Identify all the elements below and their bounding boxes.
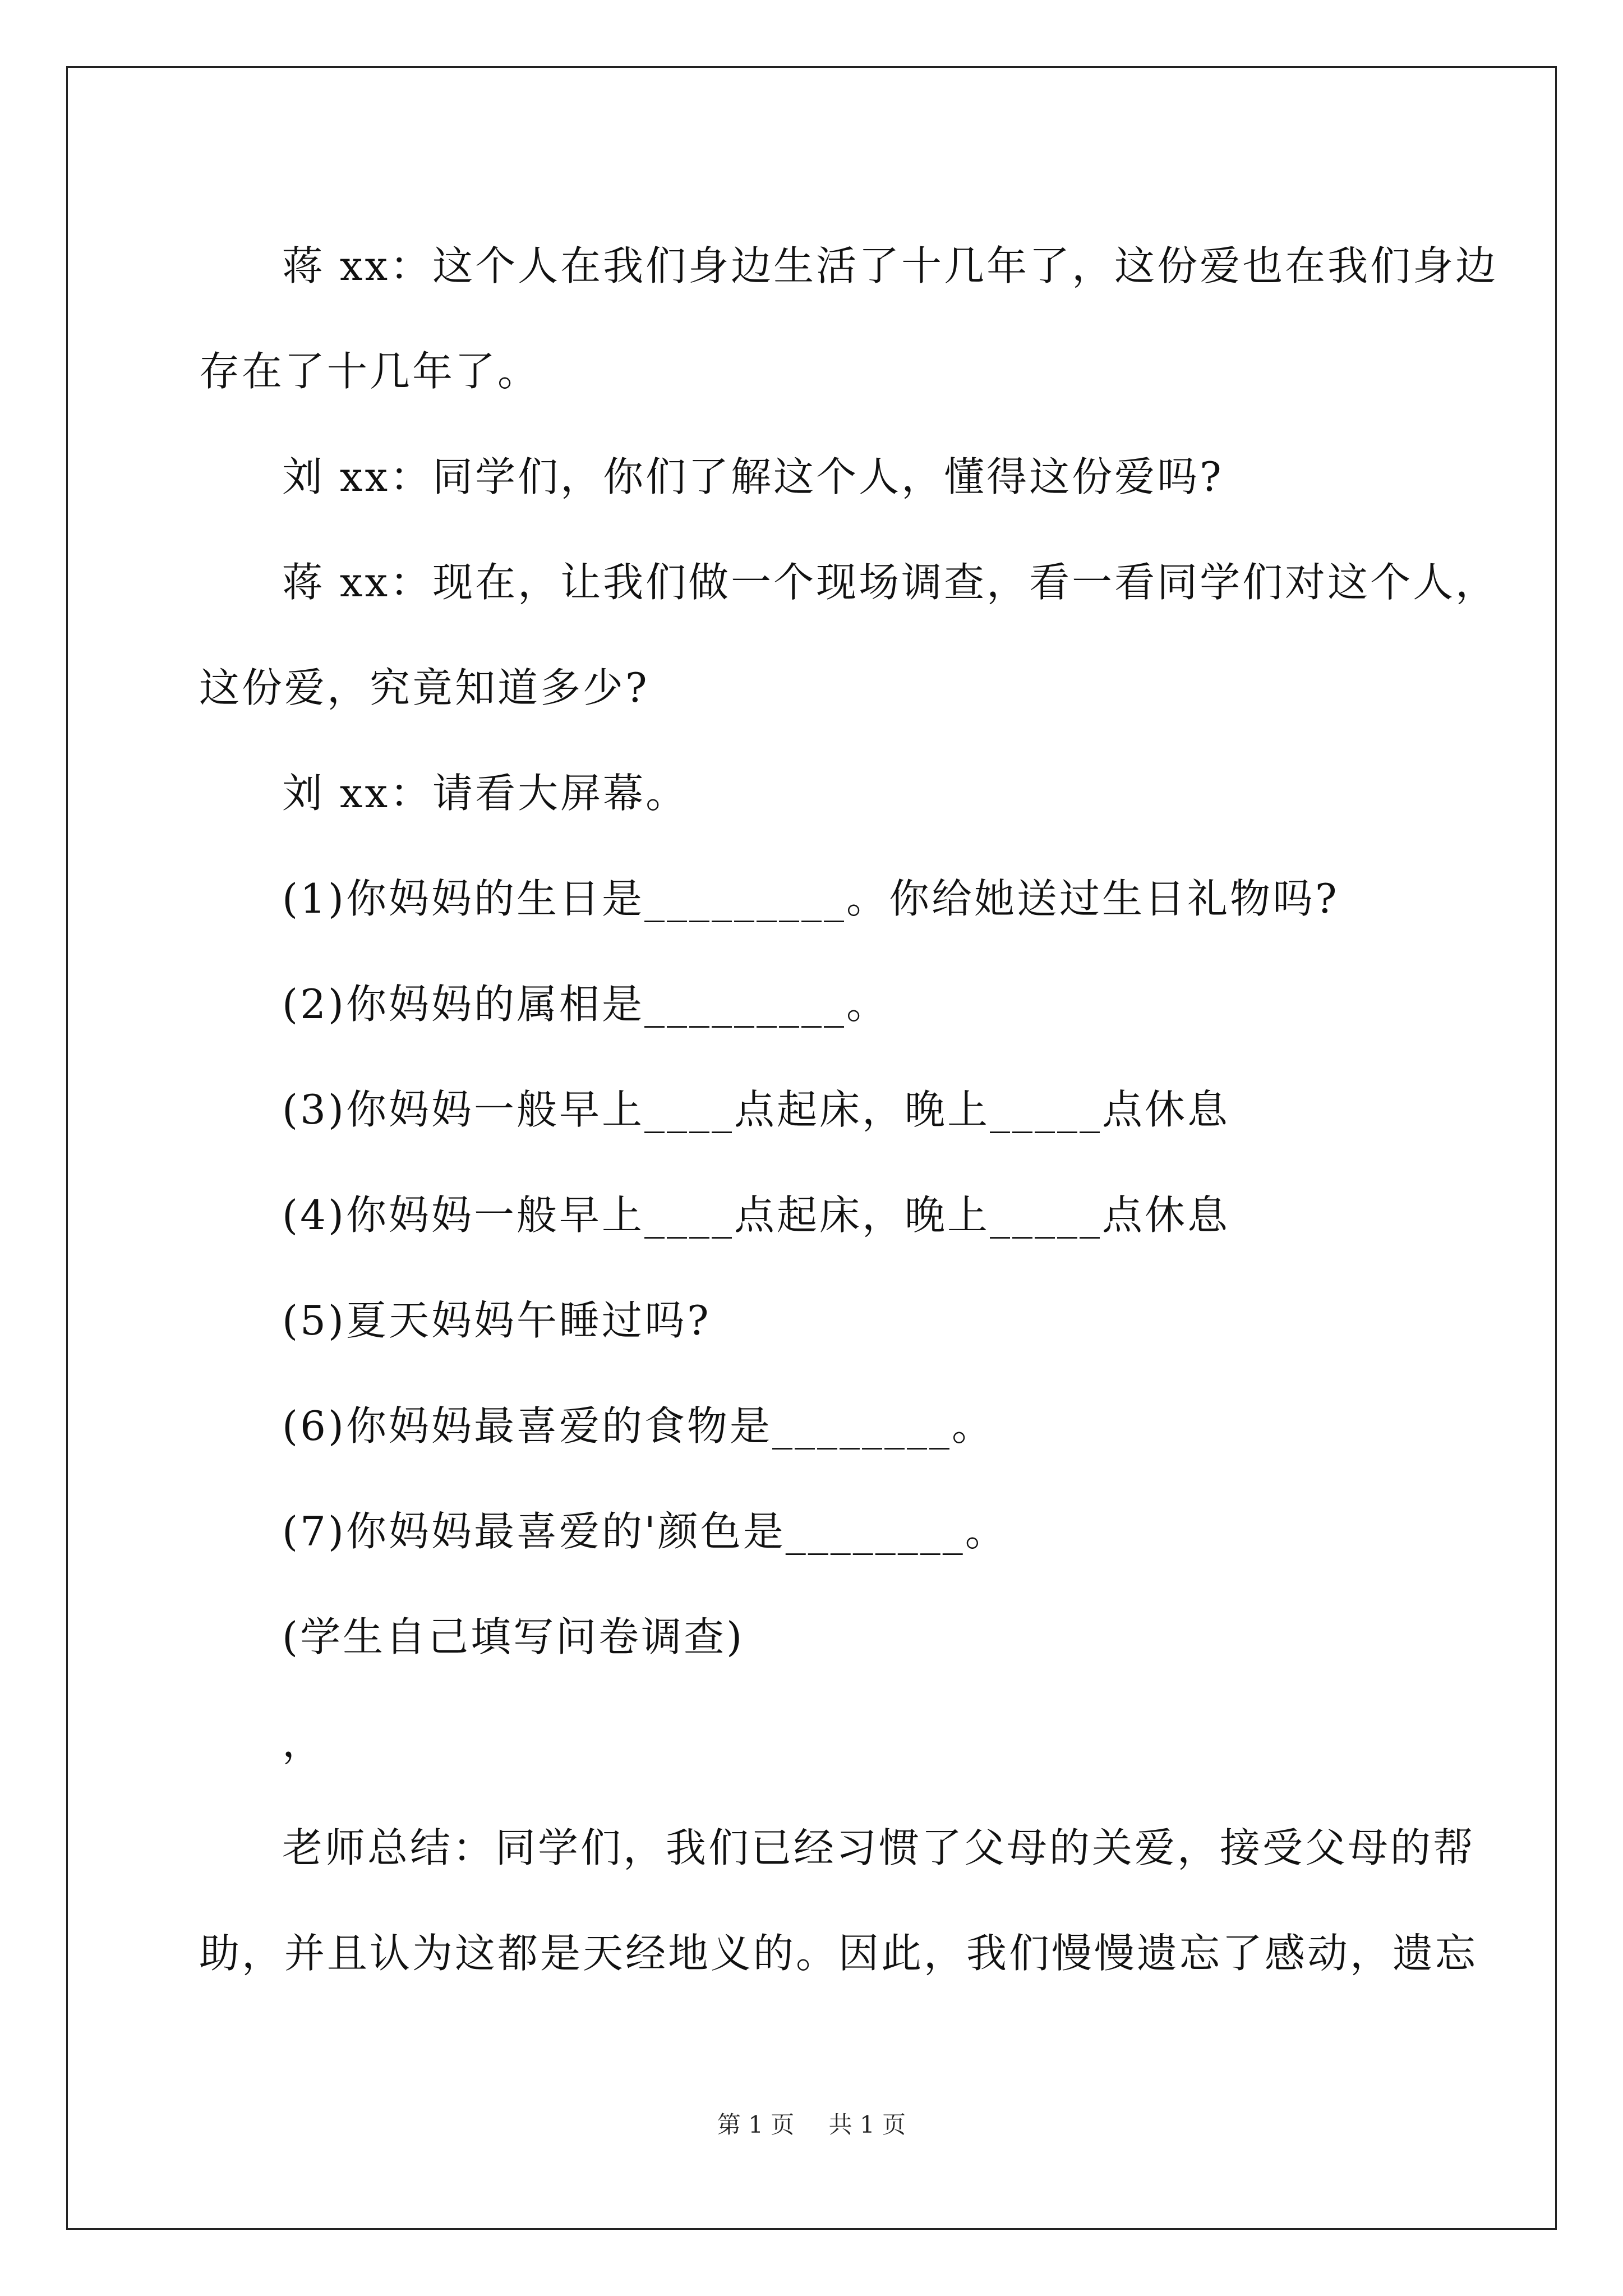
survey-question-2: (2)你妈妈的属相是_________。	[282, 981, 889, 1028]
paragraph-line: (学生自己填写问卷调查)	[282, 1613, 745, 1660]
paragraph-line: 刘 xx：同学们，你们了解这个人，懂得这份爱吗?	[282, 453, 1224, 500]
survey-question-5: (5)夏天妈妈午睡过吗?	[282, 1297, 711, 1344]
survey-question-3: (3)你妈妈一般早上____点起床，晚上_____点休息	[282, 1086, 1230, 1133]
paragraph-line: 蒋 xx：现在，让我们做一个现场调查，看一看同学们对这个人，	[282, 559, 1498, 606]
paragraph-line: 老师总结：同学们，我们已经习惯了父母的关爱，接受父母的帮	[282, 1824, 1476, 1871]
paragraph-line: 这份爱，究竟知道多少?	[199, 664, 649, 711]
paragraph-line: 存在了十几年了。	[199, 348, 541, 395]
page-total: 共 1 页	[828, 2111, 906, 2138]
survey-question-6: (6)你妈妈最喜爱的食物是________。	[282, 1402, 994, 1450]
paragraph-line: ，	[282, 1719, 325, 1766]
paragraph-line: 助，并且认为这都是天经地义的。因此，我们慢慢遗忘了感动，遗忘	[199, 1930, 1478, 1977]
survey-question-1: (1)你妈妈的生日是_________。你给她送过生日礼物吗?	[282, 875, 1339, 922]
page-number: 第 1 页	[717, 2111, 795, 2138]
page-footer	[0, 2106, 1623, 2140]
paragraph-line: 蒋 xx：这个人在我们身边生活了十几年了，这份爱也在我们身边	[282, 242, 1498, 289]
document-body	[199, 213, 1498, 2006]
paragraph-line: 刘 xx：请看大屏幕。	[282, 770, 689, 817]
survey-question-4: (4)你妈妈一般早上____点起床，晚上_____点休息	[282, 1191, 1230, 1239]
survey-question-7: (7)你妈妈最喜爱的'颜色是________。	[282, 1508, 1008, 1555]
